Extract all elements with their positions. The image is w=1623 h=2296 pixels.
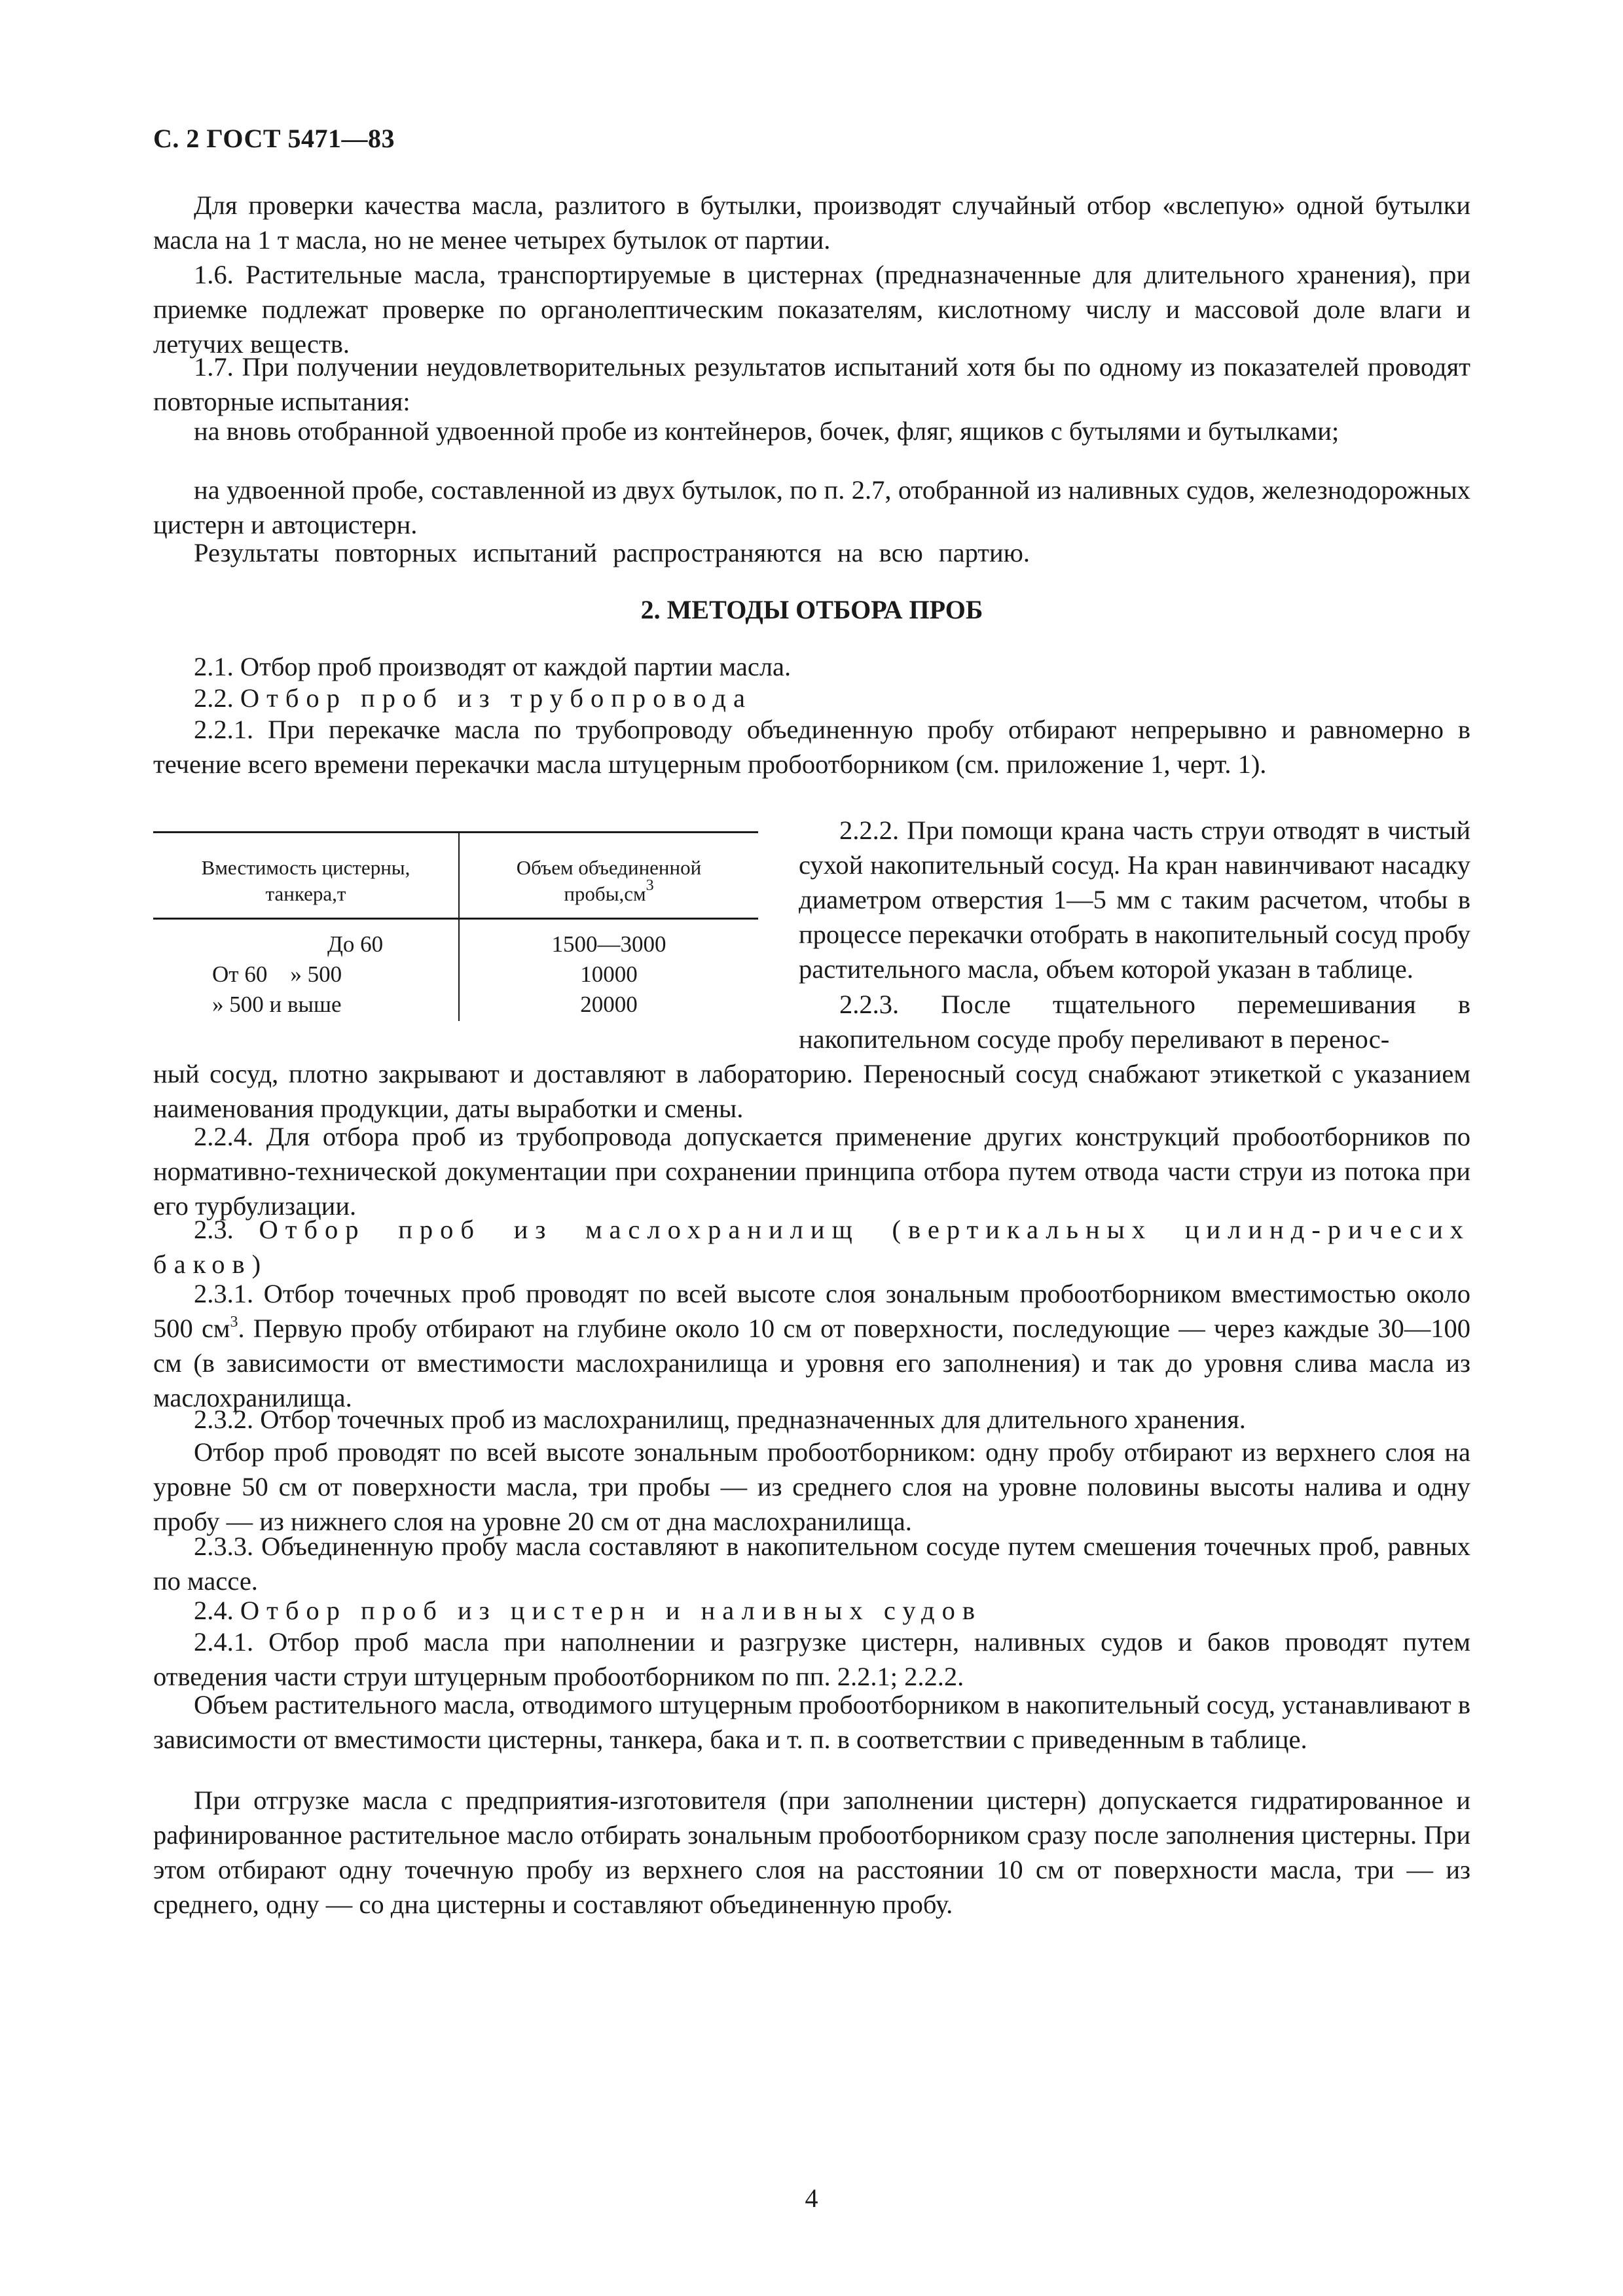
paragraph-1-7-c: Результаты повторных испытаний распространяются на всю партию. [194, 538, 1030, 567]
section-title: 2. МЕТОДЫ ОТБОРА ПРОБ [640, 595, 983, 624]
paragraph-2-2-heading: Отбор проб из трубопровода [240, 683, 752, 713]
paragraph-2-4-1: 2.4.1. Отбор проб масла при наполнении и разгрузке цистерн, наливных судов и баков проводят путем отведения части струи штуцерным пробоотборником по пп. 2.2.1; 2.2.2. [153, 1627, 1470, 1691]
paragraph-2-2-3-start: 2.2.3. После тщательного перемешивания в накопительном сосуде пробу переливают в перенос- [799, 990, 1470, 1054]
paragraph-2-4-number: 2.4. [194, 1596, 234, 1625]
paragraph-1-7-a: на вновь отобранной удвоенной пробе из контейнеров, бочек, фляг, ящиков с бутылями и бутылками; [194, 416, 1340, 446]
table-cell-capacity: » 500 и выше [212, 992, 342, 1017]
paragraph-2-4-1-c: При отгрузке масла с предприятия-изготовителя (при заполнении цистерн) допускается гидратированное и рафинированное растительное масло отбирать зональным пробоотборником сразу после заполнения цистерны. При этом отбирают одну точечную пробу из верхнего слоя на расстоянии 10 см от поверхности масла, три — из среднего, одну — со дна цистерны и составляют объединенную пробу. [153, 1785, 1470, 1919]
table-top-rule [153, 831, 758, 833]
table-header-capacity: Вместимость цистерны, танкера,т [201, 856, 410, 905]
table-column-volume [460, 929, 758, 1020]
paragraph-2-3 [153, 1212, 1470, 1282]
sample-volume-table [153, 831, 758, 1028]
paragraph-1-7: 1.7. При получении неудовлетворительных результатов испытаний хотя бы по одному из показателей проводят повторные испытания: [153, 352, 1470, 416]
paragraph-2-2-1: 2.2.1. При перекачке масла по трубопроводу объединенную пробу отбирают непрерывно и равномерно в течение всего времени перекачки масла штуцерным пробоотборником (см. приложение 1, черт. 1). [153, 715, 1470, 779]
table-cell-volume: 1500—3000 [551, 931, 666, 957]
page-header: С. 2 ГОСТ 5471—83 [153, 124, 395, 153]
paragraph-2-3-heading: Отбор проб из маслохранилищ (вертикальных цилинд-ричесих баков) [153, 1215, 1470, 1279]
paragraph-1-6: 1.6. Растительные масла, транспортируемые в цистернах (предназначенные для длительного хранения), при приемке подлежат проверке по органолептическим показателям, кислотному числу и массовой доле влаги и летучих веществ. [153, 260, 1470, 359]
paragraph-2-4-1-b: Объем растительного масла, отводимого штуцерным пробоотборником в накопительный сосуд, устанавливают в зависимости от вместимости цистерны, танкера, бака и т. п. в соответствии с приведенным в таблице. [153, 1690, 1470, 1754]
table-cell-volume: 10000 [580, 961, 638, 987]
page-number: 4 [805, 2183, 818, 2213]
paragraph-2-1: 2.1. Отбор проб производят от каждой партии масла. [194, 652, 792, 681]
table-cell-volume: 20000 [580, 992, 638, 1017]
table-header-volume: Объем объединенной $пробы,см^3$ [516, 856, 702, 905]
paragraph-2-4-heading: Отбор проб из цистерн и наливных судов [240, 1596, 982, 1625]
paragraph-2-3-3: 2.3.3. Объединенную пробу масла составляют в накопительном сосуде путем смешения точечных проб, равных по массе. [153, 1532, 1470, 1596]
table-cell-capacity: От 60 » 500 [212, 961, 342, 987]
table-cell-capacity: До 60 [327, 931, 384, 957]
table-header-rule [153, 918, 758, 920]
paragraph-2-3-2: 2.3.2. Отбор точечных проб из маслохранилищ, предназначенных для длительного хранения. [194, 1405, 1246, 1434]
paragraph-2-4 [153, 1593, 1470, 1628]
paragraph-1-7-b: на удвоенной пробе, составленной из двух бутылок, по п. 2.7, отобранной из наливных судов, железнодорожных цистерн и автоцистерн. [153, 475, 1470, 539]
paragraph-2-2-4: 2.2.4. Для отбора проб из трубопровода допускается применение других конструкций пробоотборников по нормативно-технической документации при сохранении принципа отбора путем отвода части струи из потока при его турбулизации. [153, 1122, 1470, 1221]
paragraph-2-2-number: 2.2. [194, 683, 234, 713]
paragraph-bottle-sampling: Для проверки качества масла, разлитого в бутылки, производят случайный отбор «вслепую» одной бутылки масла на 1 т масла, но не менее четырех бутылок от партии. [153, 190, 1470, 255]
table-column-capacity [153, 929, 458, 1020]
paragraph-2-3-1: 2.3.1. Отбор точечных проб проводят по всей высоте слоя зональным пробоотборником вместимостью около 500 $см^3$. Первую пробу отбирают на глубине около 10 см от поверхности, последующие — через каждые 30—100 см (в зависимости от вместимости маслохранилища и уровня его заполнения) и так до уровня слива масла из маслохранилища. [153, 1279, 1470, 1412]
paragraph-2-2-3-cont: ный сосуд, плотно закрывают и доставляют в лабораторию. Переносный сосуд снабжают этикеткой с указанием наименования продукции, даты выработки и смены. [153, 1059, 1470, 1123]
paragraph-2-2 [153, 681, 1470, 715]
paragraph-2-2-2: 2.2.2. При помощи крана часть струи отводят в чистый сухой накопительный сосуд. На кран навинчивают насадку диаметром отверстия 1—5 мм с таким расчетом, чтобы в процессе перекачки отобрать в накопительный сосуд пробу растительного масла, объем которой указан в таблице. [799, 816, 1470, 984]
paragraph-2-3-2-b: Отбор проб проводят по всей высоте зональным пробоотборником: одну пробу отбирают из верхнего слоя на уровне 50 см от поверхности масла, три пробы — из среднего слоя на уровне половины высоты налива и одну пробу — из нижнего слоя на уровне 20 см от дна маслохранилища. [153, 1437, 1470, 1536]
paragraph-2-3-number: 2.3. [194, 1215, 234, 1244]
